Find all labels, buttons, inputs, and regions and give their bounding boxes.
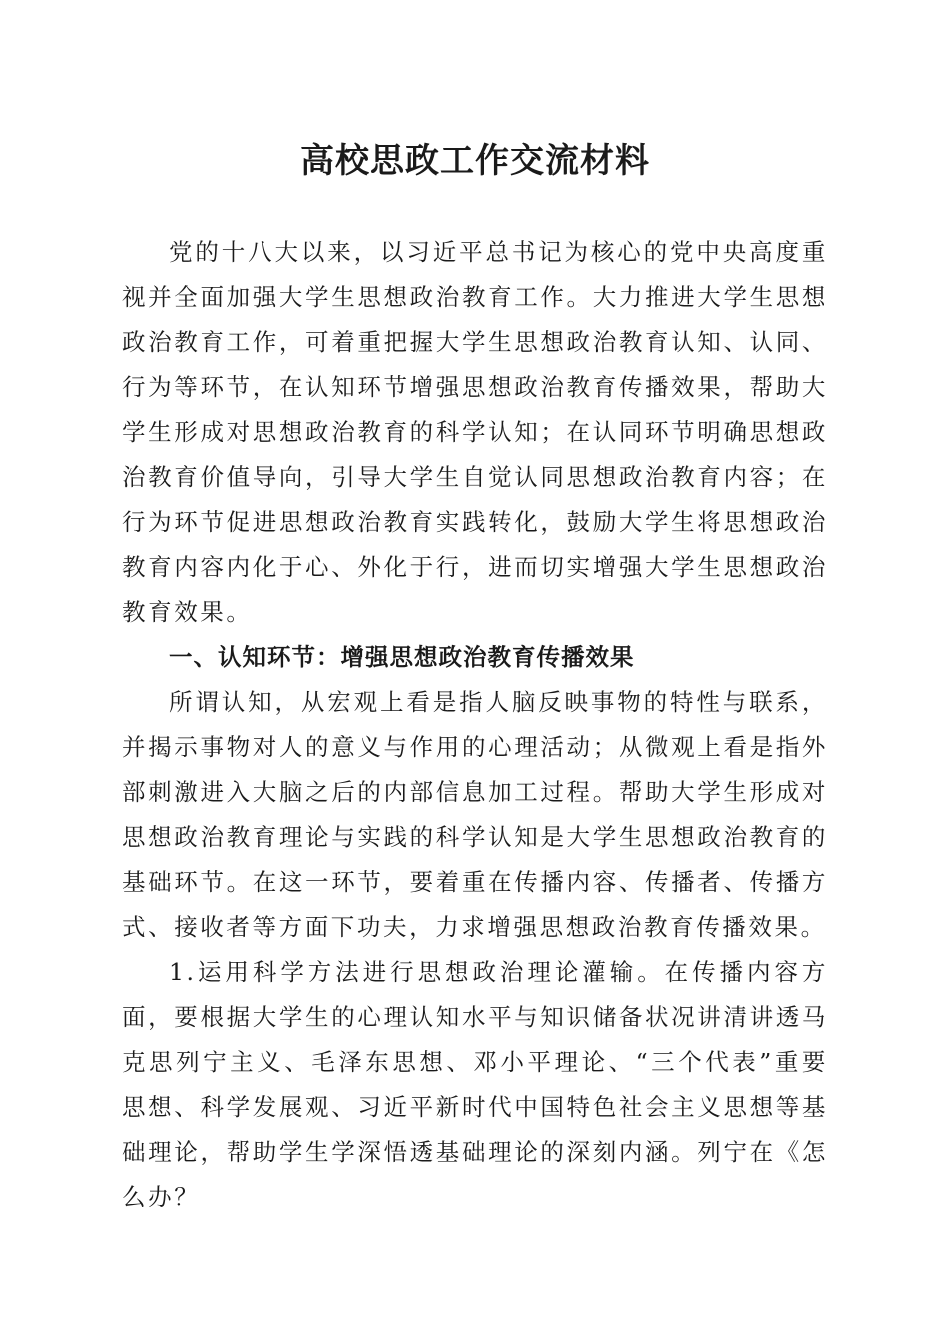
intro-paragraph: 党的十八大以来，以习近平总书记为核心的党中央高度重视并全面加强大学生思想政治教育工作。大力推进大学生思想政治教育工作，可着重把握大学生思想政治教育认知、认同、行为等环节，在认知环节增强思想政治教育传播效果，帮助大学生形成对思想政治教育的科学认知；在认同环节明确思想政治教育价值导向，引导大学生自觉认同思想政治教育内容；在行为环节促进思想政治教育实践转化，鼓励大学生将思想政治教育内容内化于心、外化于行，进而切实增强大学生思想政治教育效果。 (122, 238, 828, 626)
section-heading: 一、认知环节：增强思想政治教育传播效果 (169, 643, 635, 671)
document-title: 高校思政工作交流材料 (300, 141, 650, 181)
document-body (122, 230, 828, 1220)
section-paragraph: 所谓认知，从宏观上看是指人脑反映事物的特性与联系，并揭示事物对人的意义与作用的心理活动；从微观上看是指外部刺激进入大脑之后的内部信息加工过程。帮助大学生形成对思想政治教育理论与实践的科学认知是大学生思想政治教育的基础环节。在这一环节，要着重在传播内容、传播者、传播方式、接收者等方面下功夫，力求增强思想政治教育传播效果。 (122, 688, 828, 941)
numbered-item-paragraph: 1.运用科学方法进行思想政治理论灌输。在传播内容方面，要根据大学生的心理认知水平与知识储备状况讲清讲透马克思列宁主义、毛泽东思想、邓小平理论、“三个代表”重要思想、科学发展观、习近平新时代中国特色社会主义思想等基础理论，帮助学生学深悟透基础理论的深刻内涵。列宁在《怎么办？ (122, 958, 828, 1211)
